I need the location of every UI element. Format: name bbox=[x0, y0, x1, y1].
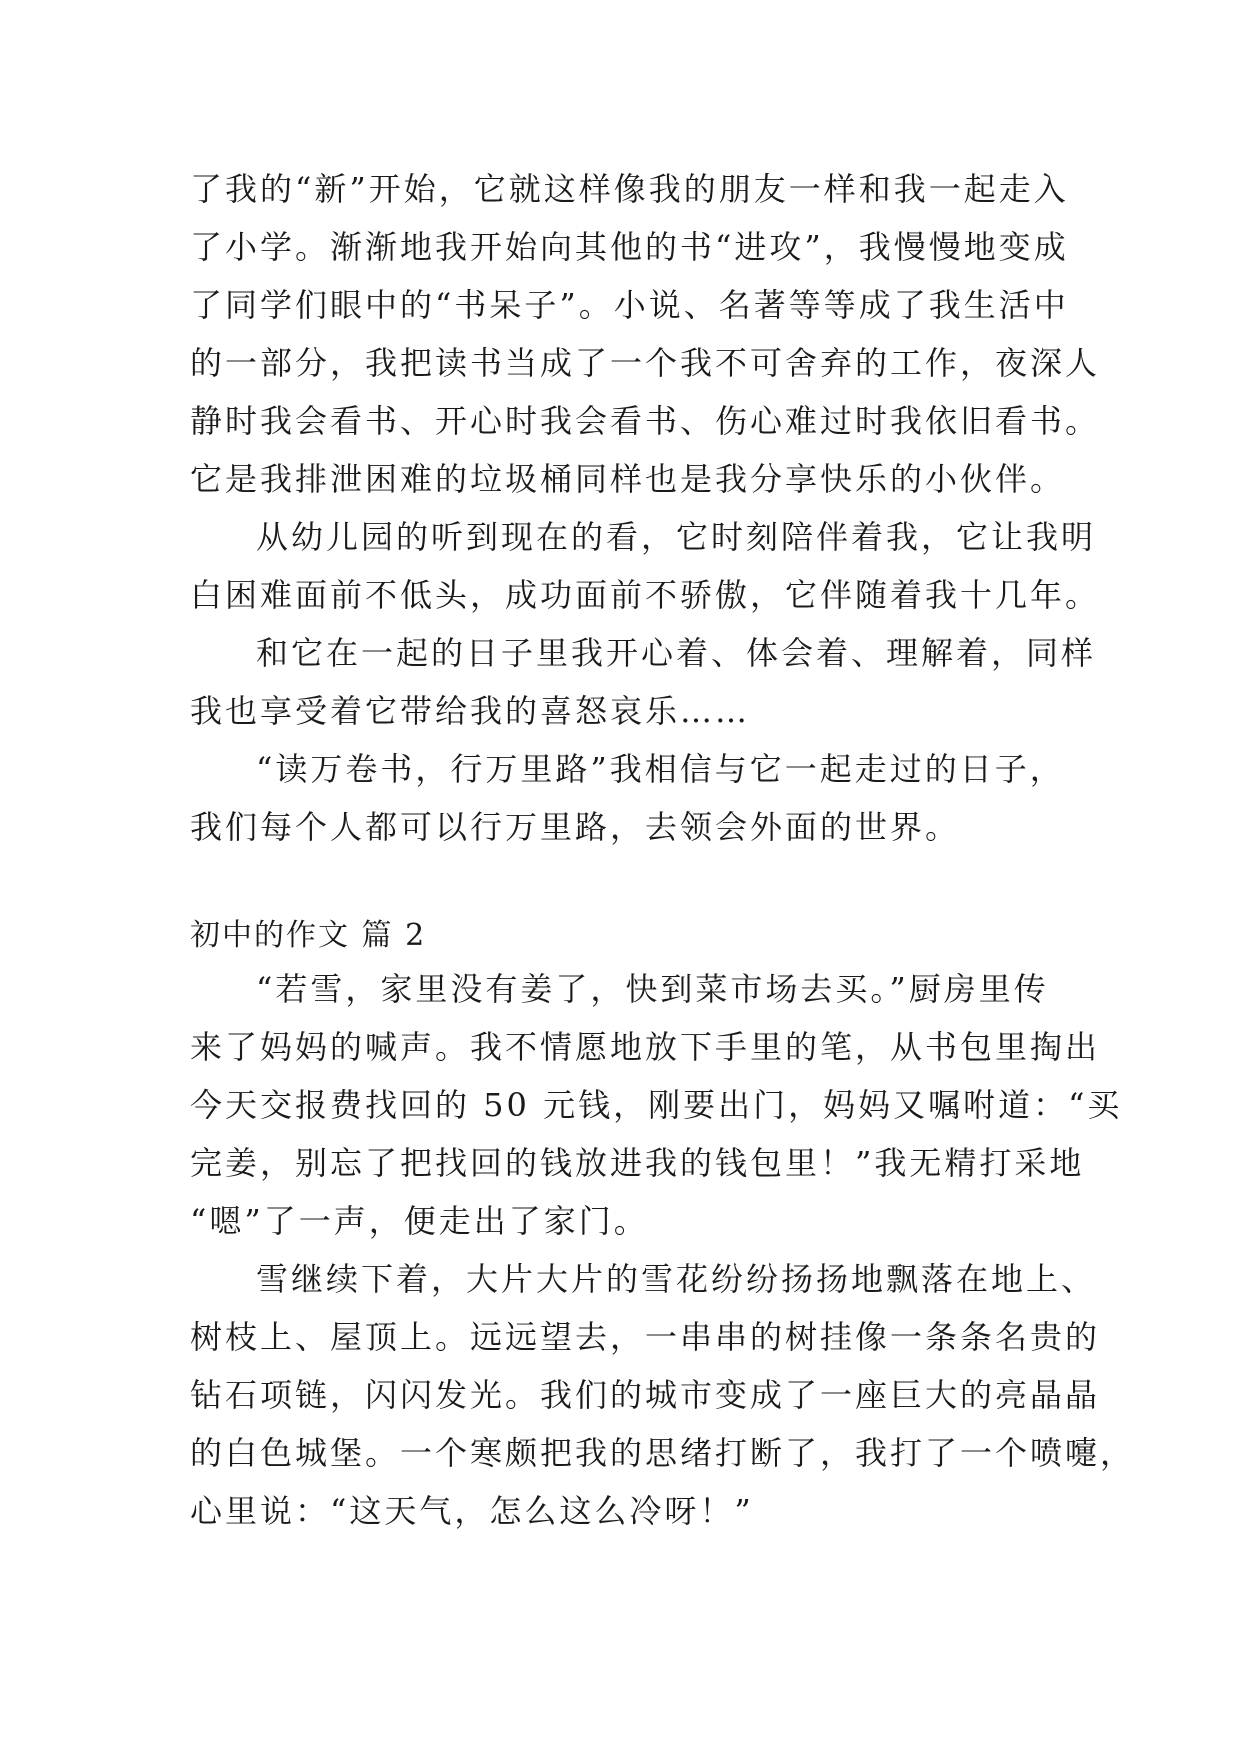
paragraph-line: “若雪，家里没有姜了，快到菜市场去买。”厨房里传 bbox=[256, 970, 1049, 1008]
paragraph-line: “嗯”了一声，便走出了家门。 bbox=[190, 1202, 649, 1240]
essay-section-2 bbox=[190, 960, 1136, 1540]
paragraph-line: 完姜，别忘了把找回的钱放进我的钱包里！”我无精打采地 bbox=[190, 1144, 1085, 1182]
paragraph-line: 来了妈妈的喊声。我不情愿地放下手里的笔，从书包里掏出 bbox=[190, 1028, 1101, 1066]
essay-section-1 bbox=[190, 160, 1101, 856]
paragraph-line: 心里说：“这天气，怎么这么冷呀！” bbox=[190, 1492, 754, 1530]
paragraph-line: 了同学们眼中的“书呆子”。小说、名著等等成了我生活中 bbox=[190, 286, 1069, 324]
paragraph-line: 了小学。渐渐地我开始向其他的书“进攻”，我慢慢地变成 bbox=[190, 228, 1069, 266]
paragraph-line: 我们每个人都可以行万里路，去领会外面的世界。 bbox=[190, 808, 961, 846]
paragraph-line: 树枝上、屋顶上。远远望去，一串串的树挂像一条条名贵的 bbox=[190, 1318, 1101, 1356]
paragraph-line: 钻石项链，闪闪发光。我们的城市变成了一座巨大的亮晶晶 bbox=[190, 1376, 1101, 1414]
paragraph-line: 从幼儿园的听到现在的看，它时刻陪伴着我，它让我明 bbox=[256, 518, 1097, 556]
paragraph-line: 和它在一起的日子里我开心着、体会着、理解着，同样 bbox=[256, 634, 1097, 672]
paragraph-line: 我也享受着它带给我的喜怒哀乐…… bbox=[190, 692, 751, 730]
paragraph-line: 的白色城堡。一个寒颇把我的思绪打断了，我打了一个喷嚏， bbox=[190, 1434, 1136, 1472]
section-heading: 初中的作文 篇 2 bbox=[190, 918, 427, 953]
paragraph-line: 它是我排泄困难的垃圾桶同样也是我分享快乐的小伙伴。 bbox=[190, 460, 1066, 498]
paragraph-line: “读万卷书，行万里路”我相信与它一起走过的日子， bbox=[256, 750, 1065, 788]
paragraph-line: 今天交报费找回的 50 元钱，刚要出门，妈妈又嘱咐道：“买 bbox=[190, 1086, 1123, 1124]
paragraph-line: 雪继续下着，大片大片的雪花纷纷扬扬地飘落在地上、 bbox=[256, 1260, 1097, 1298]
paragraph-line: 白困难面前不低头，成功面前不骄傲，它伴随着我十几年。 bbox=[190, 576, 1101, 614]
paragraph-line: 了我的“新”开始，它就这样像我的朋友一样和我一起走入 bbox=[190, 170, 1069, 208]
paragraph-line: 静时我会看书、开心时我会看书、伤心难过时我依旧看书。 bbox=[190, 402, 1101, 440]
paragraph-line: 的一部分，我把读书当成了一个我不可舍弃的工作，夜深人 bbox=[190, 344, 1101, 382]
